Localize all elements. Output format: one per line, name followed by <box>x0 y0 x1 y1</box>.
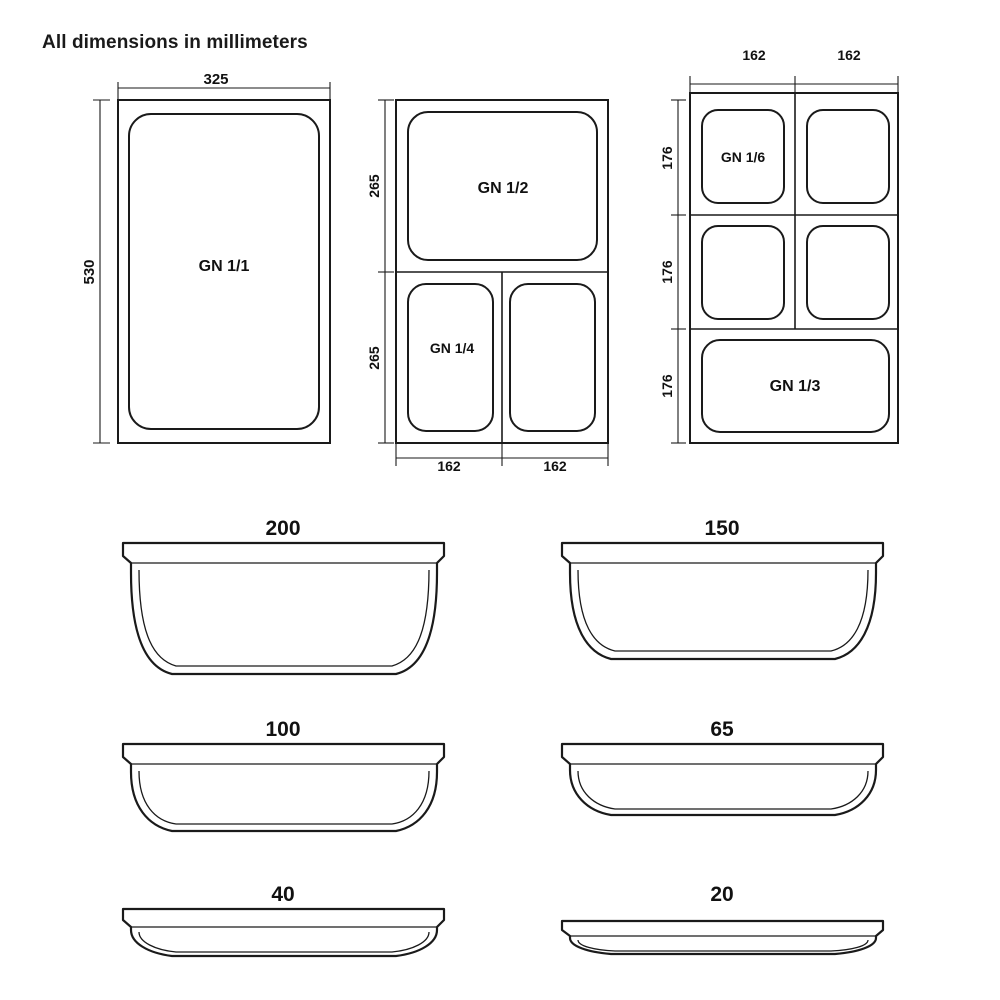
depth-150-outline <box>562 543 883 659</box>
gn12-bottom-height-label: 265 <box>366 346 382 370</box>
gn11-height-label: 530 <box>81 259 98 285</box>
gn12-top-height-label: 265 <box>366 174 382 198</box>
page-title: All dimensions in millimeters <box>42 32 308 53</box>
gn16-row3-label: 176 <box>659 374 675 398</box>
gn14-pan-left <box>408 284 493 431</box>
gn12-label: GN 1/2 <box>477 180 529 197</box>
depth-100-outline <box>123 744 444 831</box>
gn12-width-right-label: 162 <box>543 458 567 474</box>
gn13-label: GN 1/3 <box>769 378 821 395</box>
gn11-width-label: 325 <box>203 71 229 88</box>
depth-pan-200 <box>123 517 444 674</box>
gn16-width-left-label: 162 <box>742 47 766 63</box>
gn16-pan-r2c2 <box>807 226 889 319</box>
gn-1-6-figure <box>659 47 898 443</box>
gn16-row1-label: 176 <box>659 146 675 170</box>
depth-pan-40 <box>123 883 444 956</box>
gn16-row2-label: 176 <box>659 260 675 284</box>
depth-pan-150 <box>562 517 883 659</box>
gn14-pan-right <box>510 284 595 431</box>
depth-20-label: 20 <box>710 883 734 906</box>
depth-40-label: 40 <box>271 883 295 906</box>
depth-100-label: 100 <box>265 718 301 741</box>
gn12-width-left-label: 162 <box>437 458 461 474</box>
depth-pan-65 <box>562 718 883 815</box>
depth-pan-20 <box>562 883 883 954</box>
depth-200-label: 200 <box>265 517 301 540</box>
depth-150-label: 150 <box>704 517 740 540</box>
gn16-pan-r1c2 <box>807 110 889 203</box>
gn16-width-right-label: 162 <box>837 47 861 63</box>
depth-65-label: 65 <box>710 718 734 741</box>
gn-1-1-figure <box>81 71 330 443</box>
depth-65-outline <box>562 744 883 815</box>
gn11-label: GN 1/1 <box>198 258 250 275</box>
depth-pan-100 <box>123 718 444 831</box>
depth-20-outline <box>562 921 883 954</box>
depth-40-outline <box>123 909 444 956</box>
gn16-pan-r2c1 <box>702 226 784 319</box>
gn14-label: GN 1/4 <box>429 340 475 356</box>
gn16-label: GN 1/6 <box>720 149 766 165</box>
gn-1-2-figure <box>366 100 608 474</box>
